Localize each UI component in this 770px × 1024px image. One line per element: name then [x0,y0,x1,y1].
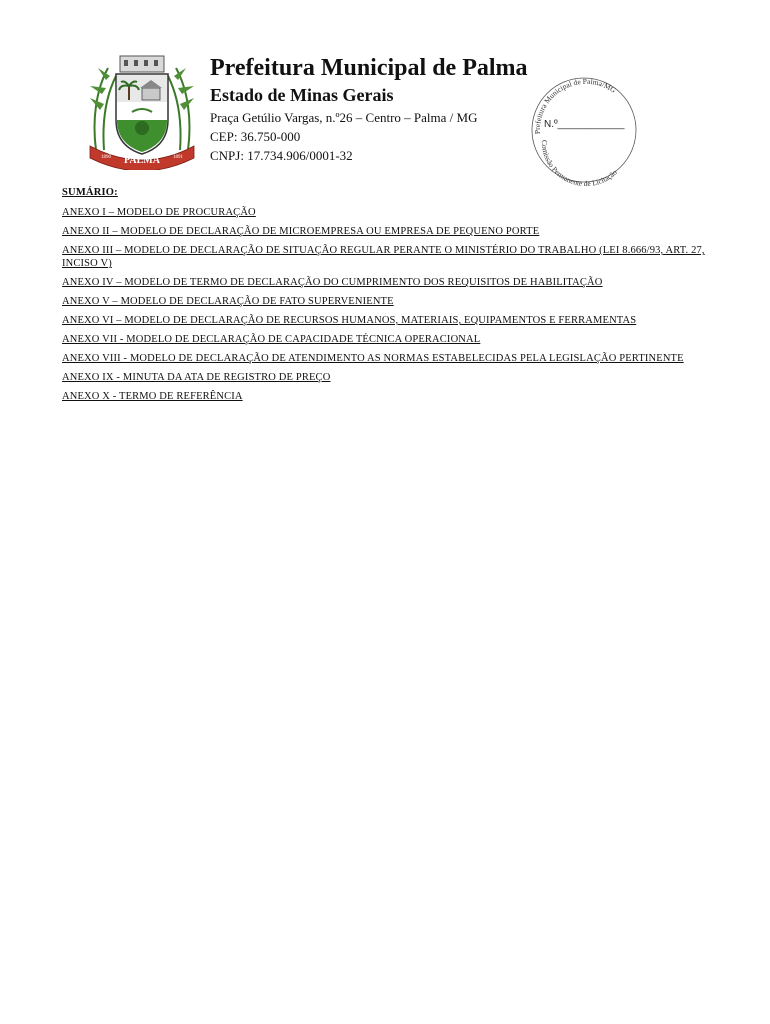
stamp-top-text: Prefeitura Municipal de Palma/MG [532,76,618,135]
letterhead [82,50,702,186]
toc-link-anexo-x[interactable]: ANEXO X - TERMO DE REFERÊNCIA [62,391,243,402]
commission-stamp [528,74,640,186]
toc-link-anexo-vii[interactable]: ANEXO VII - MODELO DE DECLARAÇÃO DE CAPACIDADE TÉCNICA OPERACIONAL [62,334,481,345]
toc-link-anexo-i[interactable]: ANEXO I – MODELO DE PROCURAÇÃO [62,207,256,218]
municipality-title: Prefeitura Municipal de Palma [210,55,528,81]
toc-link-anexo-viii[interactable]: ANEXO VIII - MODELO DE DECLARAÇÃO DE ATENDIMENTO AS NORMAS ESTABELECIDAS PELA LEGISLAÇÃO PERTINENTE [62,353,684,364]
municipal-crest-logo [82,50,202,170]
stamp-number-field: N.º____________ [544,119,625,130]
address-line: Praça Getúlio Vargas, n.º26 – Centro – Palma / MG [210,110,478,125]
cep-line: CEP: 36.750-000 [210,129,301,144]
letterhead-text [210,54,528,165]
toc-link-anexo-ix[interactable]: ANEXO IX - MINUTA DA ATA DE REGISTRO DE PREÇO [62,372,331,383]
toc-link-anexo-ii[interactable]: ANEXO II – MODELO DE DECLARAÇÃO DE MICROEMPRESA OU EMPRESA DE PEQUENO PORTE [62,226,540,237]
crest-banner-text: PALMA [124,155,160,166]
crest-year-right: 1891 [173,155,183,160]
state-title: Estado de Minas Gerais [210,85,394,105]
svg-text:Comissão Permanente de Licitaç [540,140,619,186]
cnpj-line: CNPJ: 17.734.906/0001-32 [210,148,353,163]
crest-year-left: 1890 [101,155,111,160]
stamp-bottom-text: Comissão Permanente de Licitação [539,139,619,186]
stamp-circle-icon [528,74,640,186]
toc-link-anexo-iii[interactable]: ANEXO III – MODELO DE DECLARAÇÃO DE SITUAÇÃO REGULAR PERANTE O MINISTÉRIO DO TRABALHO (LEI 8.666/93, ART. 27, INCISO V) [62,245,705,269]
toc-link-anexo-vi[interactable]: ANEXO VI – MODELO DE DECLARAÇÃO DE RECURSOS HUMANOS, MATERIAIS, EQUIPAMENTOS E FERRAMENTAS [62,315,637,326]
summary-heading: SUMÁRIO: [62,187,118,198]
summary-section [62,186,718,409]
toc-link-anexo-v[interactable]: ANEXO V – MODELO DE DECLARAÇÃO DE FATO SUPERVENIENTE [62,296,394,307]
toc-link-anexo-iv[interactable]: ANEXO IV – MODELO DE TERMO DE DECLARAÇÃO DO CUMPRIMENTO DOS REQUISITOS DE HABILITAÇÃO [62,277,603,288]
